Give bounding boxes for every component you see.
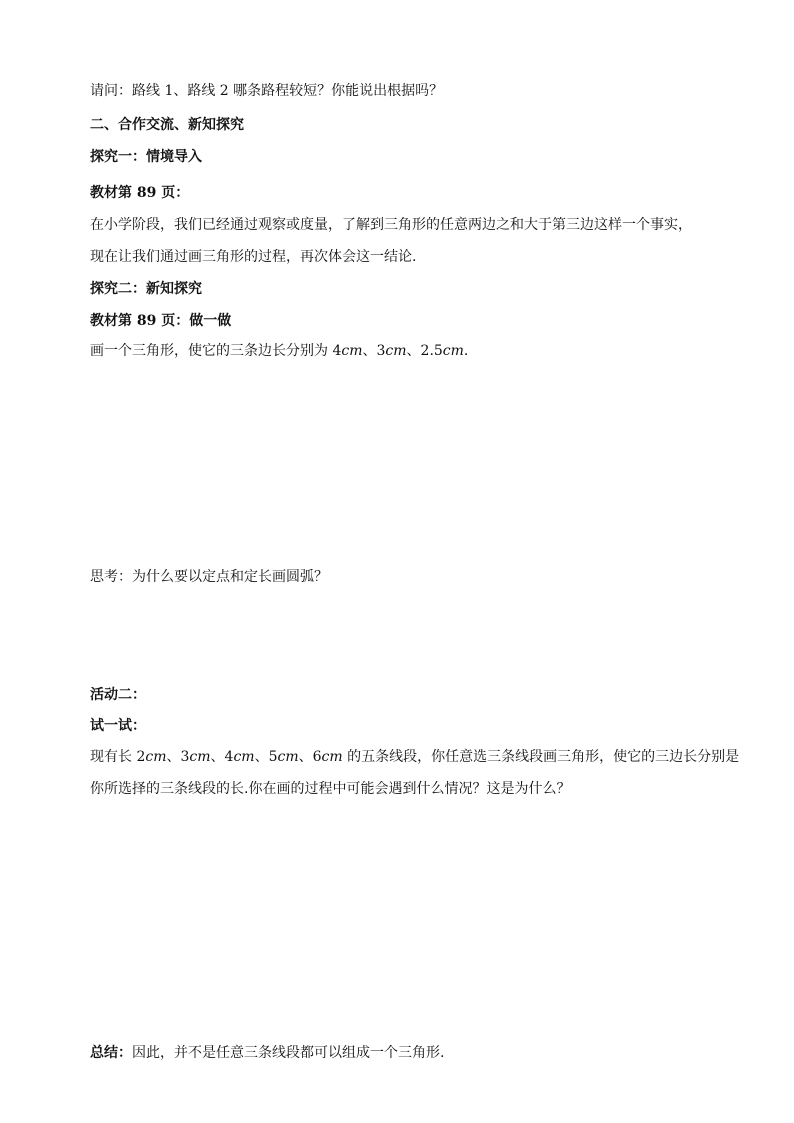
textbook-2-heading: 教材第 89 页：做一做 (90, 313, 232, 329)
try-task-part-1: 现有长 2 (90, 749, 146, 765)
textbook-1-heading: 教材第 89 页： (90, 185, 190, 201)
try-task-part-3: 、4 (210, 749, 234, 765)
draw-task-end: . (463, 343, 469, 359)
summary-label: 总结： (90, 1045, 132, 1061)
section-2-heading: 二、合作交流、新知探究 (90, 117, 244, 133)
intro-paragraph-line-2: 现在让我们通过画三角形的过程，再次体会这一结论. (90, 249, 417, 265)
unit-cm: cm (341, 343, 363, 359)
try-task-part-5: 、6 (298, 749, 322, 765)
summary-body: 因此，并不是任意三条线段都可以组成一个三角形. (132, 1045, 445, 1061)
unit-cm: cm (321, 749, 343, 765)
think-question (90, 568, 328, 586)
draw-task-text (90, 342, 468, 360)
try-task-line-2: 你所选择的三条线段的长.你在画的过程中可能会遇到什么情况？这是为什么？ (90, 781, 571, 797)
summary-text (90, 1044, 444, 1062)
activity-2-heading: 活动二： (90, 687, 146, 703)
unit-cm: cm (189, 749, 211, 765)
question-text: 请问：路线 1、路线 2 哪条路程较短？你能说出根据吗？ (90, 83, 444, 99)
try-task-part-2: 、3 (166, 749, 190, 765)
try-task-line-1 (90, 748, 739, 766)
unit-cm: cm (442, 343, 464, 359)
draw-task-sep-2: 、2.5 (406, 343, 443, 359)
unit-cm: cm (145, 749, 167, 765)
unit-cm: cm (385, 343, 407, 359)
try-heading: 试一试： (90, 718, 146, 734)
unit-cm: cm (277, 749, 299, 765)
explore-2-heading: 探究二：新知探究 (90, 281, 202, 297)
explore-1-heading: 探究一：情境导入 (90, 149, 202, 165)
draw-task-sep-1: 、3 (362, 343, 386, 359)
try-task-part-6: 的五条线段，你任意选三条线段画三角形，使它的三边长分别是 (342, 749, 740, 765)
intro-paragraph-line-1: 在小学阶段，我们已经通过观察或度量，了解到三角形的任意两边之和大于第三边这样一个事实， (90, 217, 692, 233)
unit-cm: cm (233, 749, 255, 765)
think-text: 为什么要以定点和定长画圆弧？ (132, 569, 328, 585)
try-task-part-4: 、5 (254, 749, 278, 765)
draw-task-prefix: 画一个三角形，使它的三条边长分别为 4 (90, 343, 342, 359)
think-label: 思考： (90, 569, 132, 585)
